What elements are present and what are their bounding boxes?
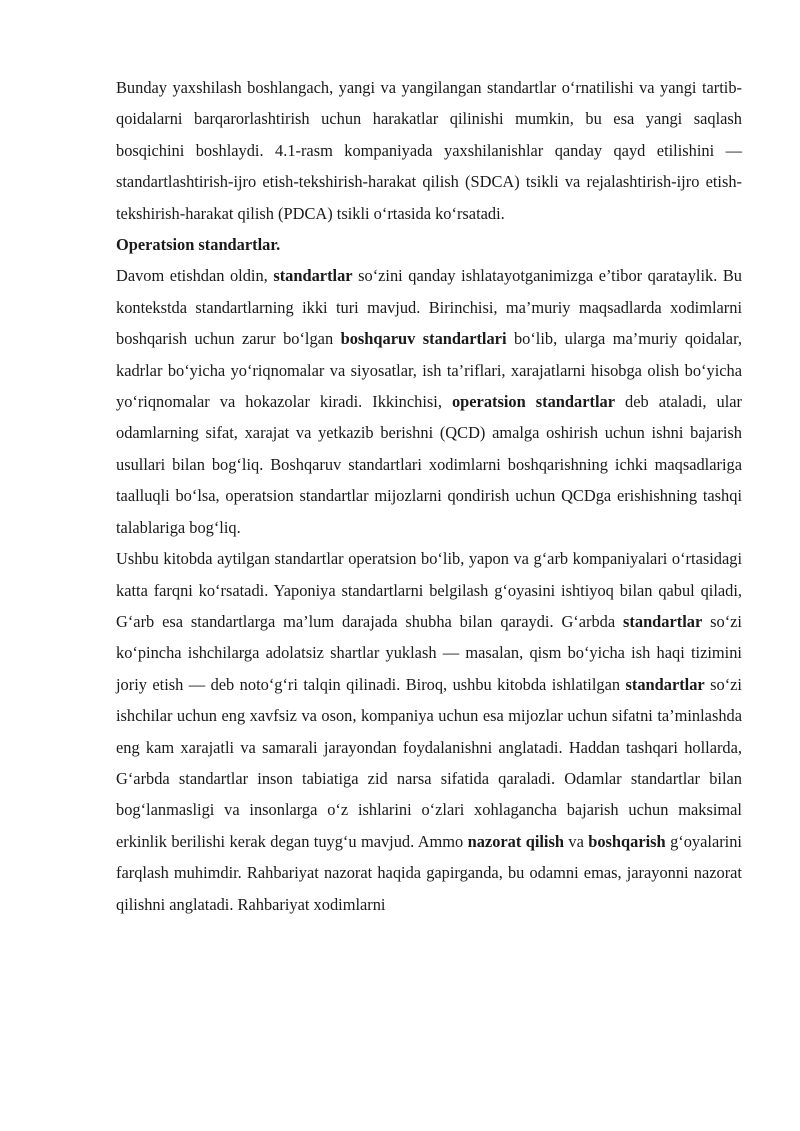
text-run: so‘zi ishchilar uchun eng xavfsiz va oson, kompaniya uchun esa mijozlar uchun sifatni ta’minlashda eng kam xarajatli va samarali jarayondan foydalanishni anglatadi. Haddan tashqari hollarda, G‘arbda standartlar inson tabiatiga zid narsa sifatida qaraladi. Odamlar standartlar bilan bog‘lanmasligi va insonlarga o‘z ishlarini o‘zlari xohlagancha bajarish uchun maksimal erkinlik berilishi kerak degan tuyg‘u mavjud. Ammo [116,674,742,851]
text-run: Davom etishdan oldin, [116,266,274,286]
paragraph-standards-types [116,260,742,543]
text-run: so‘zini qanday ishlatayotganimizga e’tibor qarataylik. Bu kontekstda standartlarning ikki turi mavjud. Birinchisi, ma’muriy maqsadlarda xodimlarni boshqarish uchun zarur bo‘lgan [116,266,742,349]
text-run: deb ataladi, ular odamlarning sifat, xarajat va yetkazib berishni (QCD) amalga oshirish uchun ishni bajarish usullari bilan bog‘liq. Boshqaruv standartlari xodimlarni boshqarishning ichki maqsadlariga taalluqli bo‘lsa, operatsion standartlar mijozlarni qondirish uchun QCDga erishishning tashqi talablariga bog‘liq. [116,392,742,537]
bold-term: operatsion standartlar [451,392,615,412]
text-run: g‘oyalarini farqlash muhimdir. Rahbariyat nazorat haqida gapirganda, bu odamni emas, jarayonni nazorat qilishni anglatadi. Rahbariyat xodimlarni [116,831,742,914]
text-run: bo‘lib, ularga ma’muriy qoidalar, kadrlar bo‘yicha yo‘riqnomalar va siyosatlar, ish ta’riflari, xarajatlarni hisobga olish bo‘yicha yo‘riqnomalar va hokazolar kiradi. Ikkinchisi, [116,329,742,412]
text-run: va [563,831,589,851]
bold-term: standartlar [623,611,703,631]
bold-term: boshqarish [588,831,666,851]
section-heading: Operatsion standartlar. [116,235,281,255]
bold-term: standartlar [273,266,353,286]
paragraph-japan-west [116,543,742,920]
text-run: so‘zi ko‘pincha ishchilarga adolatsiz shartlar yuklash — masalan, qism bo‘yicha ish haqi tizimini joriy etish — deb noto‘g‘ri talqin qilinadi. Biroq, ushbu kitobda ishlatilgan [116,611,742,694]
bold-term: nazorat qilish [467,831,564,851]
text-run: Ushbu kitobda aytilgan standartlar operatsion bo‘lib, yapon va g‘arb kompaniyalari o‘rtasidagi katta farqni ko‘rsatadi. Yaponiya standartlarni belgilash g‘oyasini ishtiyoq bilan qabul qiladi, G‘arb esa standartlarga ma’lum darajada shubha bilan qaraydi. G‘arbda [116,549,742,631]
paragraph-intro: Bunday yaxshilash boshlangach, yangi va yangilangan standartlar o‘rnatilishi va yangi tartib-qoidalarni barqarorlashtirish uchun harakatlar qilinishi mumkin, bu esa yangi saqlash bosqichini boshlaydi. 4.1-rasm kompaniyada yaxshilanishlar qanday qayd etilishini — standartlashtirish-ijro etish-tekshirish-harakat qilish (SDCA) tsikli va rejalashtirish-ijro etish-tekshirish-harakat qilish (PDCA) tsikli o‘rtasida ko‘rsatadi. [116,78,742,223]
document-page [116,72,742,920]
bold-term: boshqaruv standartlari [340,329,507,349]
bold-term: standartlar [625,674,705,694]
